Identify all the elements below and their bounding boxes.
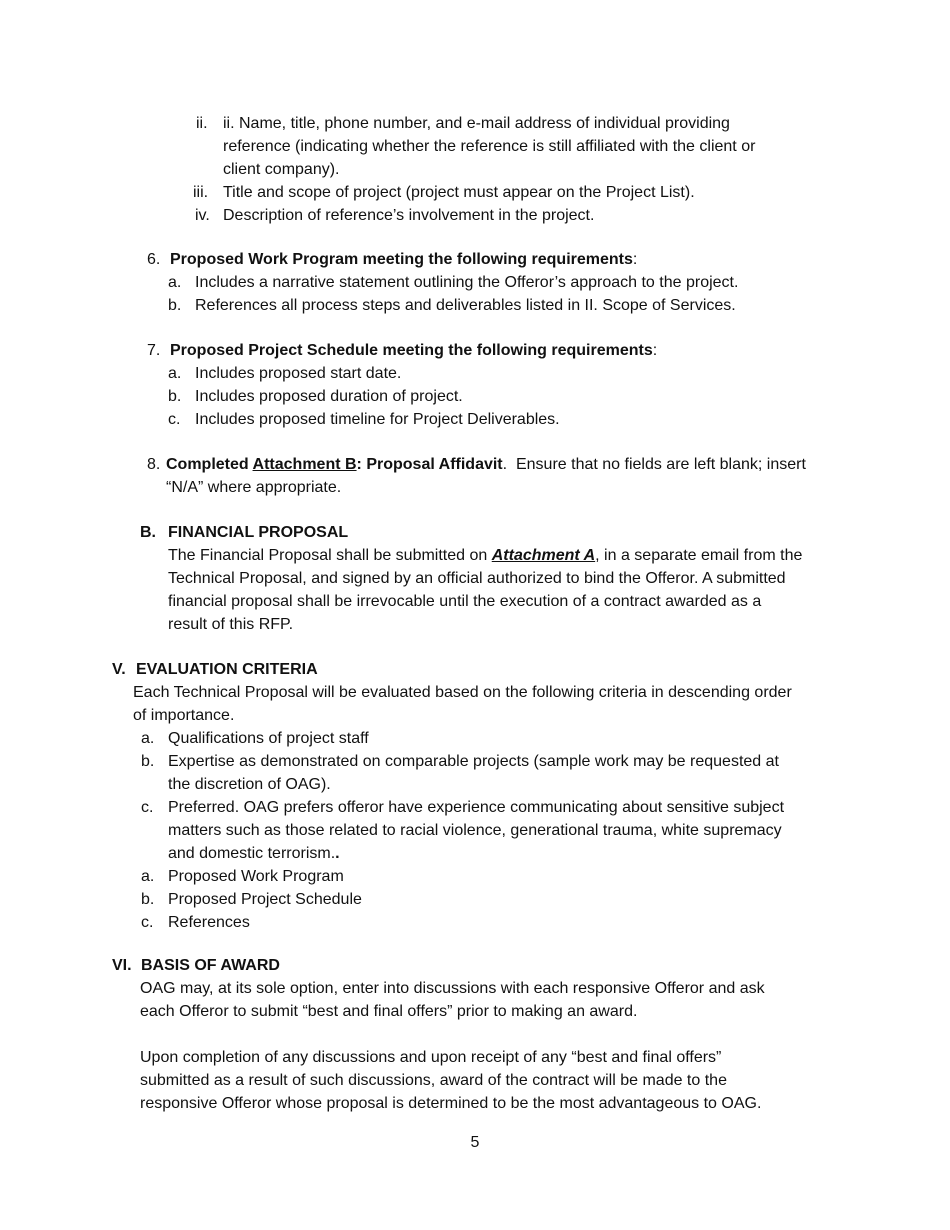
list-item-line: ii. Name, title, phone number, and e-mail address of individual providing: [223, 115, 730, 132]
list-item: [147, 385, 847, 408]
list-item-line: Preferred. OAG prefers offeror have experience communicating about sensitive subject: [168, 799, 785, 816]
requirement-heading: [147, 339, 847, 362]
paragraph-line: Each Technical Proposal will be evaluated based on the following criteria in descending order: [133, 684, 792, 701]
list-item: [147, 408, 847, 431]
section-letter: B.: [140, 524, 156, 541]
list-item-line: Description of reference’s involvement in the project.: [223, 207, 595, 224]
list-item-line: reference (indicating whether the reference is still affiliated with the client or: [223, 138, 756, 155]
item-number: 7.: [147, 342, 161, 359]
list-item-line: and domestic terrorism..: [168, 845, 340, 862]
basis-of-award-section: [112, 954, 852, 1115]
section-heading: [112, 954, 852, 977]
list-item: [141, 865, 852, 888]
list-item-text: Includes proposed timeline for Project Deliverables.: [195, 411, 560, 428]
paragraph-line: Technical Proposal, and signed by an official authorized to bind the Offeror. A submitted: [168, 570, 786, 587]
list-item: [141, 888, 852, 911]
list-item: [147, 271, 847, 294]
list-item: [196, 204, 836, 227]
list-marker: c.: [168, 411, 181, 428]
section-body: [112, 977, 852, 1115]
evaluation-criteria-section: [112, 658, 852, 934]
section-body: [140, 544, 860, 636]
list-marker: a.: [141, 868, 155, 885]
list-item: [196, 112, 836, 181]
section-intro: [112, 681, 852, 727]
list-item-text: Includes proposed duration of project.: [195, 388, 463, 405]
section-title: BASIS OF AWARD: [141, 957, 280, 974]
affidavit-requirement: [147, 453, 847, 499]
paragraph-line: result of this RFP.: [168, 616, 294, 633]
requirement-text: Completed Attachment B: Proposal Affidavit. Ensure that no fields are left blank; insert: [166, 456, 806, 473]
item-heading: Proposed Project Schedule meeting the following requirements:: [170, 342, 658, 359]
list-marker: b.: [141, 753, 155, 770]
page-number: 5: [470, 1134, 480, 1151]
paragraph-line: OAG may, at its sole option, enter into discussions with each responsive Offeror and ask: [140, 980, 765, 997]
list-marker: b.: [141, 891, 155, 908]
list-marker: a.: [168, 274, 182, 291]
paragraph-line: of importance.: [133, 707, 235, 724]
list-item-line: Proposed Work Program: [168, 868, 344, 885]
list-marker: iv.: [195, 207, 210, 224]
paragraph-line: responsive Offeror whose proposal is determined to be the most advantageous to OAG.: [140, 1095, 762, 1112]
paragraph-line: submitted as a result of such discussions, award of the contract will be made to the: [140, 1072, 727, 1089]
paragraph-line: The Financial Proposal shall be submitted on Attachment A, in a separate email from the: [168, 547, 803, 564]
list-item-line: Title and scope of project (project must appear on the Project List).: [223, 184, 695, 201]
financial-proposal-section: [140, 521, 860, 636]
attachment-a-reference: Attachment A: [491, 547, 596, 564]
project-schedule-requirement: [147, 339, 847, 431]
requirement-heading: [147, 248, 847, 271]
list-item: [193, 181, 836, 204]
paragraph-line: financial proposal shall be irrevocable until the execution of a contract awarded as a: [168, 593, 762, 610]
item-number: 6.: [147, 251, 161, 268]
section-numeral: V.: [112, 661, 126, 678]
criteria-list: [112, 727, 852, 934]
item-heading: Proposed Work Program meeting the following requirements:: [170, 251, 638, 268]
list-marker: c.: [141, 914, 154, 931]
paragraph-line: Upon completion of any discussions and upon receipt of any “best and final offers”: [140, 1049, 722, 1066]
list-item: [141, 796, 852, 865]
work-program-requirement: [147, 248, 847, 317]
list-item-line: Proposed Project Schedule: [168, 891, 362, 908]
attachment-b-reference: Attachment B: [252, 456, 357, 473]
list-item-line: References: [168, 914, 250, 931]
list-item-line: Qualifications of project staff: [168, 730, 369, 747]
list-item: [141, 750, 852, 796]
list-marker: c.: [141, 799, 154, 816]
list-item-text: Includes a narrative statement outlining the Offeror’s approach to the project.: [195, 274, 739, 291]
list-marker: ii.: [196, 115, 208, 132]
list-item-line: the discretion of OAG).: [168, 776, 331, 793]
item-number: 8.: [147, 456, 161, 473]
list-marker: a.: [141, 730, 155, 747]
list-marker: b.: [168, 297, 182, 314]
section-heading: [140, 521, 860, 544]
list-marker: iii.: [193, 184, 209, 201]
list-item-line: client company).: [223, 161, 340, 178]
requirement-line: “N/A” where appropriate.: [166, 479, 342, 496]
requirement-line: [147, 453, 847, 476]
list-item: [147, 362, 847, 385]
paragraph-spacer: [140, 1023, 852, 1046]
list-item-text: References all process steps and deliverables listed in II. Scope of Services.: [195, 297, 736, 314]
list-item: [141, 911, 852, 934]
reference-requirements-list: [193, 112, 836, 227]
list-item-line: Expertise as demonstrated on comparable projects (sample work may be requested at: [168, 753, 779, 770]
list-marker: a.: [168, 365, 182, 382]
list-item-line: matters such as those related to racial violence, generational trauma, white supremacy: [168, 822, 782, 839]
section-numeral: VI.: [112, 957, 132, 974]
list-item-text: Includes proposed start date.: [195, 365, 402, 382]
section-title: EVALUATION CRITERIA: [136, 661, 318, 678]
section-heading: [112, 658, 852, 681]
list-item: [141, 727, 852, 750]
list-marker: b.: [168, 388, 182, 405]
section-title: FINANCIAL PROPOSAL: [168, 524, 349, 541]
list-item: [147, 294, 847, 317]
paragraph-line: each Offeror to submit “best and final offers” prior to making an award.: [140, 1003, 638, 1020]
